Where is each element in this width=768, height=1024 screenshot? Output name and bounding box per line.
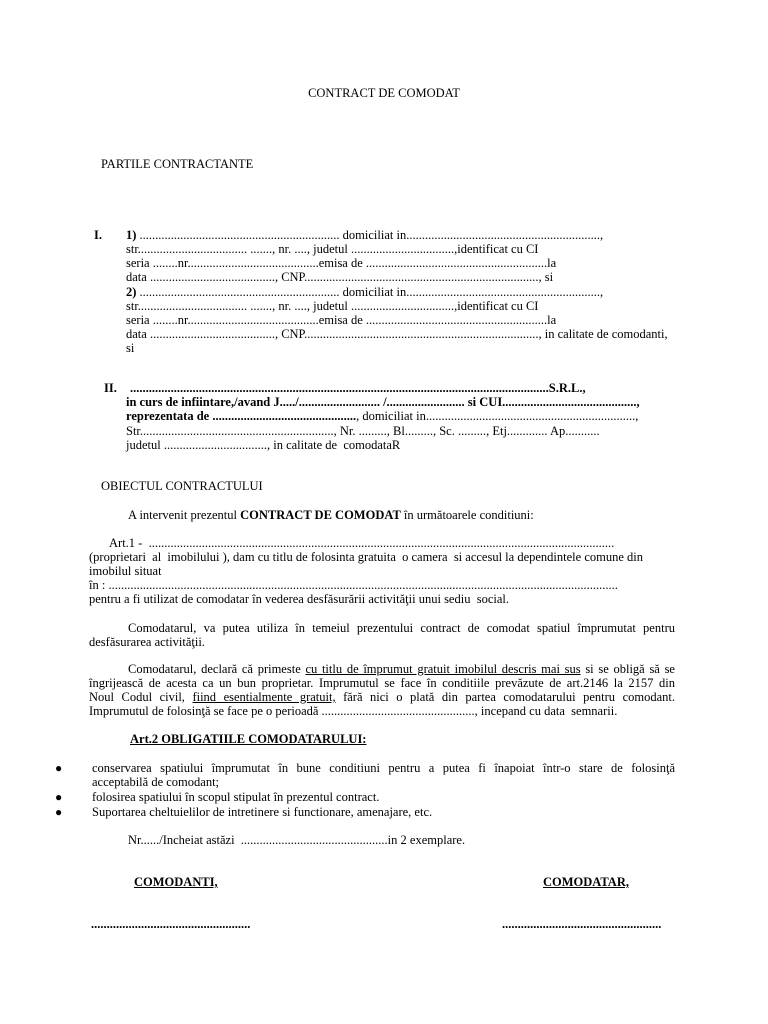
obligation-1-line-1: conservarea spatiului împrumutat în bune conditiuni pentru a putea fi înapoiat într-o stare de folosinţă: [92, 761, 675, 775]
art1-line-4: în : ...................................................................................................................................................................: [89, 578, 618, 592]
party1-index-2: 2): [126, 285, 137, 299]
party1-line-1-text: ................................................................ domiciliat in..............................................................,: [136, 228, 604, 242]
p2-underlined-free: fiind esentialmente gratuit,: [192, 690, 336, 704]
p2-underlined-loan: cu titlu de împrumut gratuit imobilul descris mai sus: [305, 662, 581, 676]
obligation-1-line-2: acceptabilă de comodant;: [92, 775, 220, 789]
intro-text-a: A intervenit prezentul: [128, 508, 241, 522]
party1-line-4: data ........................................, CNP..........................................................................., si: [126, 270, 554, 284]
art1-line-1: Art.1 - .....................................................................................................................................................: [109, 536, 615, 550]
party1-line-5-text: ................................................................ domiciliat in..............................................................,: [136, 285, 604, 299]
p2-text-a: Comodatarul, declară că primeste: [128, 662, 306, 676]
intro-text-c: în următoarele conditiuni:: [400, 508, 534, 522]
obligation-2: folosirea spatiului în scopul stipulat în prezentul contract.: [92, 790, 380, 804]
party2-representative: reprezentata de ..............................................: [126, 409, 357, 423]
art2-heading: Art.2 OBLIGATIILE COMODATARULUI:: [130, 732, 367, 746]
party1-numeral: I.: [94, 228, 102, 242]
party1-line-7: seria ........nr..........................................emisa de ..........................................................la: [126, 313, 557, 327]
party2-line-4: Str.............................................................., Nr. ........., Bl........., Sc. ........., Etj............. Ap...........: [126, 424, 600, 438]
signature-label-comodanti: COMODANTI,: [134, 875, 218, 889]
comodatar-paragraph-1-line-1: Comodatarul, va putea utiliza în temeiul prezentului contract de comodat spatiul împrumutat pentru: [128, 621, 675, 635]
comodatar-paragraph-2-line-3: [89, 690, 675, 705]
bullet-icon: ●: [55, 761, 63, 775]
intro-paragraph: [128, 508, 534, 523]
party2-line-5: judetul ................................., in calitate de comodataR: [126, 438, 401, 452]
party1-line-1: [126, 228, 603, 243]
party2-line-3-text: , domiciliat in...................................................................,: [356, 409, 639, 423]
document-title: CONTRACT DE COMODAT: [308, 86, 460, 100]
party1-line-8: data ........................................, CNP..........................................................................., in calitate de comodanti,: [126, 327, 668, 341]
p2-l3-text-c: fără nici o plată din partea comodatarului pentru comodant.: [335, 690, 675, 704]
obligation-3: Suportarea cheltuielilor de intretinere si functionare, amenajare, etc.: [92, 805, 433, 819]
closing-line: Nr....../Incheiat astăzi ...............................................in 2 exemplare.: [128, 833, 466, 847]
party1-line-2: str................................... ......., nr. ...., judetul .................................,identificat cu CI: [126, 242, 539, 256]
section-heading-parties: PARTILE CONTRACTANTE: [101, 157, 254, 171]
signature-line-comodanti: ...................................................: [91, 917, 251, 931]
art1-line-3: imobilul situat: [89, 564, 162, 578]
comodatar-paragraph-2-line-1: [128, 662, 675, 677]
art1-line-2: (proprietari al imobilului ), dam cu titlu de folosinta gratuita o camera si accesul la dependintele comune din: [89, 550, 643, 564]
party2-line-1: ......................................................................................................................................S.R.L.,: [130, 381, 586, 395]
section-heading-object: OBIECTUL CONTRACTULUI: [101, 479, 263, 493]
party2-line-2: in curs de infiintare,/avand J...../.......................... /......................... si CUI...........................................,: [126, 395, 640, 409]
party1-line-5: [126, 285, 603, 300]
party2-numeral: II.: [104, 381, 117, 395]
art1-line-5: pentru a fi utilizat de comodatar în vederea desfăsurării activităţii unui sediu social.: [89, 592, 509, 606]
bullet-icon: ●: [55, 790, 63, 804]
comodatar-paragraph-1-line-2: desfăsurarea activităţii.: [89, 635, 205, 649]
comodatar-paragraph-2-line-4: Imprumutul de folosinţă se face pe o perioadă ................................................., incepand cu data semnarii.: [89, 704, 618, 718]
signature-line-comodatar: ...................................................: [502, 917, 662, 931]
p2-l3-text-a: Noul Codul civil,: [89, 690, 193, 704]
comodatar-paragraph-2-line-2: îngrijească de acesta ca un bun proprietar. Imprumutul se face în conditiile prevăzute de art.2146 la 2157 din: [89, 676, 675, 690]
party1-line-9: si: [126, 341, 135, 355]
bullet-icon: ●: [55, 805, 63, 819]
party1-line-6: str................................... ......., nr. ...., judetul .................................,identificat cu CI: [126, 299, 539, 313]
p2-text-c: si se obligă să se: [580, 662, 675, 676]
party1-index-1: 1): [126, 228, 137, 242]
intro-contract-name: CONTRACT DE COMODAT: [240, 508, 401, 522]
party2-line-3: [126, 409, 638, 424]
signature-label-comodatar: COMODATAR,: [543, 875, 629, 889]
party1-line-3: seria ........nr..........................................emisa de ..........................................................la: [126, 256, 557, 270]
